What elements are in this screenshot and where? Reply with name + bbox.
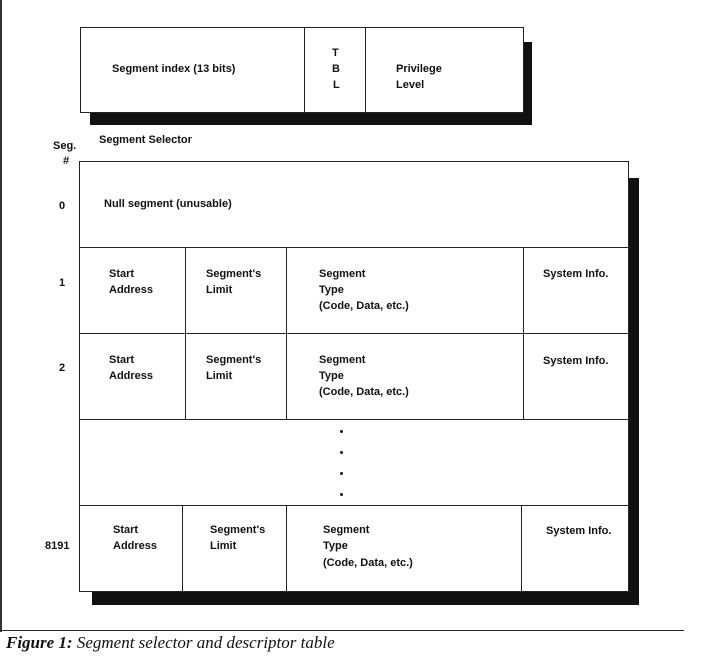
segment-type-line3: (Code, Data, etc.) <box>319 300 409 312</box>
ellipsis-dot-1 <box>340 430 343 433</box>
start-address-line2: Address <box>109 284 154 296</box>
segment-limit-line2: Limit <box>210 540 237 552</box>
ellipsis-dot-4 <box>340 493 343 496</box>
col-divider-limit-type-r1 <box>286 247 287 419</box>
tbl-letter-l: L <box>333 79 340 91</box>
ellipsis-dot-2 <box>340 451 343 454</box>
row-divider-1 <box>79 247 629 248</box>
figure-caption-label: Figure 1: <box>6 633 73 652</box>
start-address-line2: Address <box>113 540 158 552</box>
privilege-level-line2: Level <box>396 79 425 91</box>
segment-type-line3: (Code, Data, etc.) <box>323 557 413 569</box>
segment-limit-line1: Segment's <box>210 524 266 536</box>
caption-rule <box>0 630 684 631</box>
start-address-line1: Start <box>109 354 135 366</box>
col-divider-type-sys-r1 <box>523 247 524 419</box>
segment-limit-line1: Segment's <box>206 268 262 280</box>
page-left-border <box>0 0 2 632</box>
segment-selector-caption: Segment Selector <box>99 134 192 146</box>
system-info: System Info. <box>543 355 609 367</box>
row-divider-3 <box>79 419 629 420</box>
segment-limit-line2: Limit <box>206 370 233 382</box>
seg-number-8191: 8191 <box>45 540 70 552</box>
col-divider-type-sys-r8191 <box>521 505 522 592</box>
tbl-letter-b: B <box>332 63 340 75</box>
start-address-line2: Address <box>109 370 154 382</box>
col-divider-limit-type-r8191 <box>286 505 287 592</box>
segment-index-field: Segment index (13 bits) <box>112 63 236 75</box>
segment-type-line2: Type <box>319 370 344 382</box>
selector-divider-2 <box>365 27 366 113</box>
segment-type-line1: Segment <box>319 354 366 366</box>
col-divider-start-limit-r1 <box>185 247 186 419</box>
segment-limit-line1: Segment's <box>206 354 262 366</box>
selector-divider-1 <box>304 27 305 113</box>
system-info: System Info. <box>543 268 609 280</box>
null-segment-label: Null segment (unusable) <box>104 198 232 210</box>
privilege-level-line1: Privilege <box>396 63 442 75</box>
segment-type-line3: (Code, Data, etc.) <box>319 386 409 398</box>
figure-caption-text: Segment selector and descriptor table <box>76 633 335 652</box>
seg-number-1: 1 <box>59 277 66 289</box>
start-address-line1: Start <box>113 524 139 536</box>
ellipsis-dot-3 <box>340 472 343 475</box>
row-divider-2 <box>79 333 629 334</box>
segment-type-line2: Type <box>319 284 344 296</box>
col-divider-start-limit-r8191 <box>182 505 183 592</box>
system-info: System Info. <box>546 525 612 537</box>
segment-limit-line2: Limit <box>206 284 233 296</box>
seg-number-0: 0 <box>59 200 66 212</box>
seg-number-2: 2 <box>59 362 66 374</box>
figure-caption <box>6 633 335 653</box>
row-divider-4 <box>79 505 629 506</box>
seg-number-header: Seg. <box>53 140 77 152</box>
start-address-line1: Start <box>109 268 135 280</box>
segment-type-line2: Type <box>323 540 348 552</box>
tbl-letter-t: T <box>332 47 339 59</box>
segment-type-line1: Segment <box>323 524 370 536</box>
segment-type-line1: Segment <box>319 268 366 280</box>
seg-number-header-hash: # <box>63 155 70 167</box>
